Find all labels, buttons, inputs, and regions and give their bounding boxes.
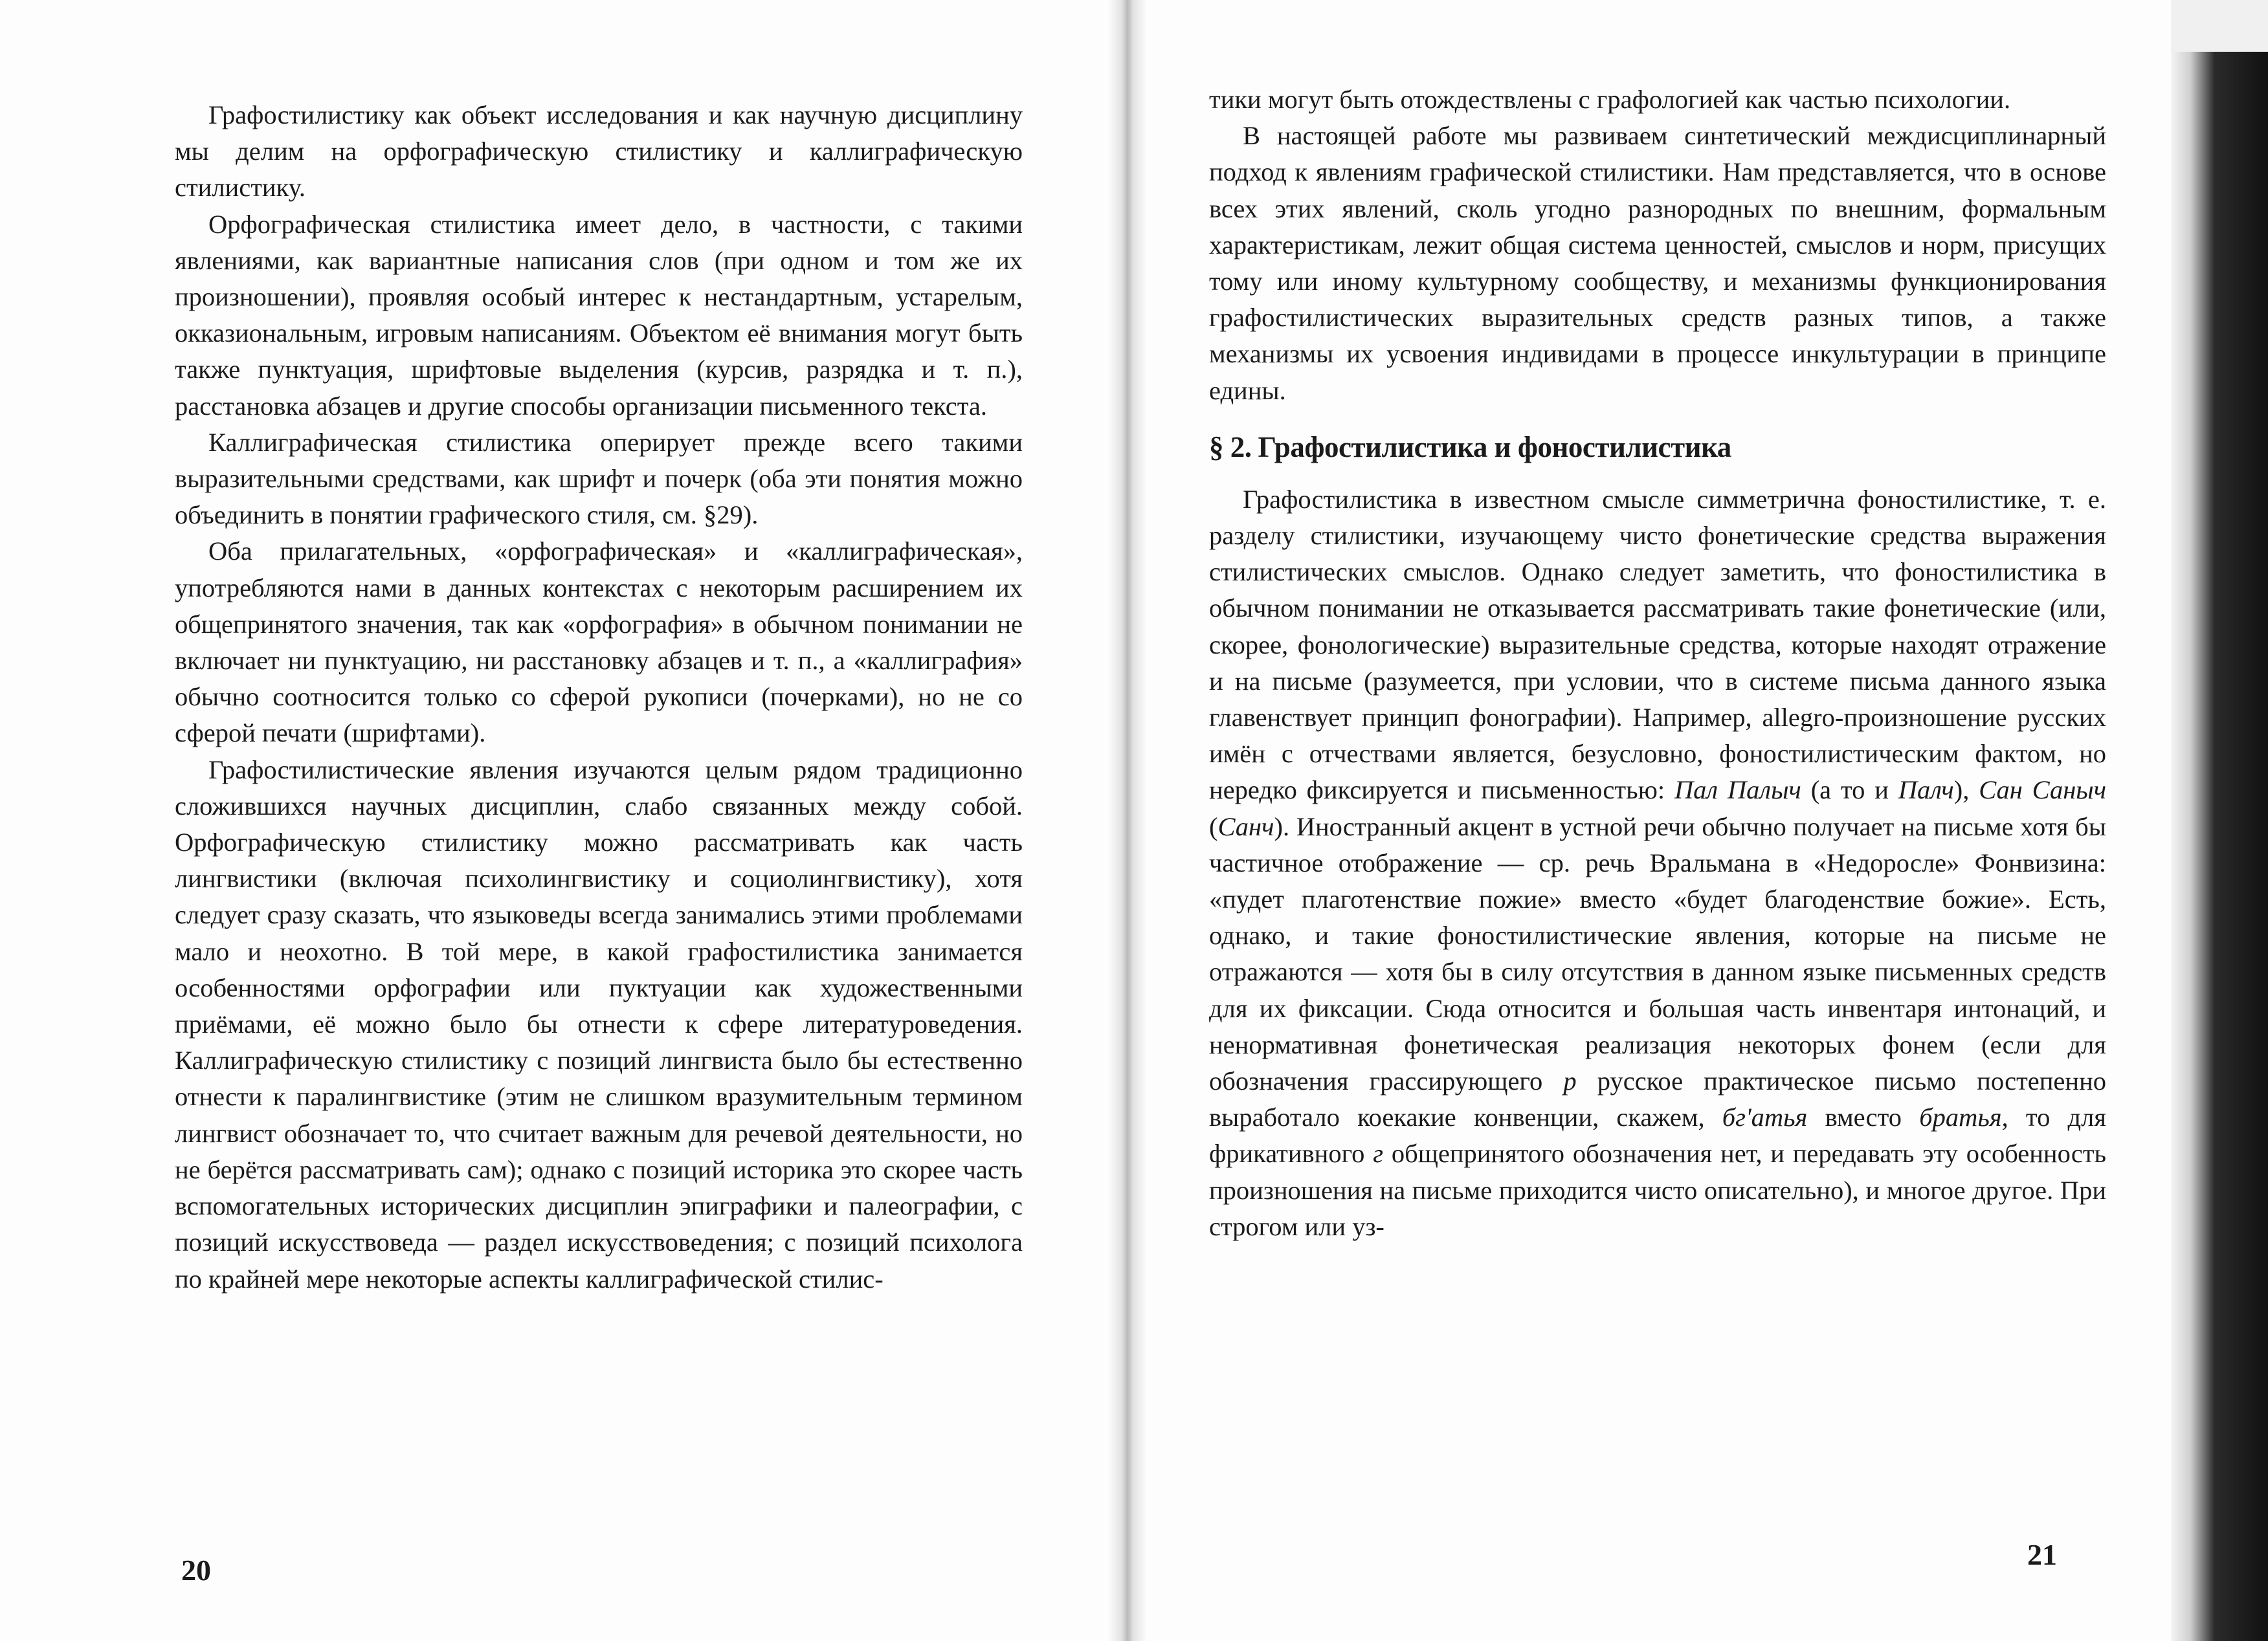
paragraph — [1209, 481, 2106, 1245]
example-word: Сан Саныч — [1979, 775, 2107, 805]
left-page-text — [175, 97, 1023, 1297]
paragraph: Орфографическая стилистика имеет дело, в частности, с такими явлениями, как вариантные написания слов (при одном и том же их произношении), проявляя особый интерес к нестандартным, устарелым, окказиональным, игровым написаниям. Объектом её внимания могут быть также пунктуация, шрифтовые выделения (курсив, разрядка и т. п.), расстановка абзацев и другие способы организации письменного текста. — [175, 209, 1023, 421]
text-run: русское практическое письмо постепенно выработало коекакие конвенции, скажем, — [1209, 1066, 2106, 1132]
example-word: р — [1563, 1066, 1577, 1096]
section-title: Графостилистика и фоностилистика — [1258, 430, 1731, 463]
example-word: Санч — [1217, 811, 1274, 841]
example-word: г — [1373, 1139, 1384, 1169]
text-run: ( — [1209, 811, 1218, 841]
paragraph: Каллиграфическая стилистика оперирует прежде всего такими выразительными средствами, как шрифт и почерк (оба эти понятия можно объединить в понятии графического стиля, см. §29). — [175, 427, 1023, 530]
example-word: Палч — [1898, 775, 1954, 805]
section-heading — [1209, 427, 2106, 467]
paragraph-continued: тики могут быть отождествлены с графологией как частью психологии. — [1209, 85, 2011, 114]
example-word: Пал Палыч — [1674, 775, 1801, 805]
example-word: бг'атья — [1722, 1103, 1808, 1132]
section-number: § 2. — [1209, 430, 1252, 463]
text-run: ), — [1953, 775, 1970, 805]
right-page-text — [1209, 82, 2106, 1245]
text-run: ). Иностранный акцент в устной речи обычно получает на письме хотя бы частичное отображение — ср. речь Вральмана в «Недоросле» Фонвизина: «пудет плаготенствие пожие» вместо «будет благоденствие божие». Есть, однако, и такие фоностилистические явления, которые на письме не отражаются — хотя бы в силу отсутствия в данном языке письменных средств для их фиксации. Сюда относится и большая часть инвентаря интонаций, и ненормативная фонетическая реализация некоторых фонем (если для обозначения грассирующего — [1209, 811, 2106, 1096]
text-run: (а то и — [1810, 775, 1889, 805]
book-gutter — [1108, 0, 1147, 1641]
paragraph: Оба прилагательных, «орфографическая» и «каллиграфическая», употребляются нами в данных контекстах с некоторым расширением их общепринятого значения, так как «орфография» в обычном понимании не включает ни пунктуацию, ни расстановку абзацев и т. п., а «каллиграфия» обычно соотносится только со сферой рукописи (почерками), но не со сферой печати (шрифтами). — [175, 536, 1023, 748]
page-number-left: 20 — [181, 1554, 211, 1587]
example-word: братья — [1919, 1103, 2002, 1132]
text-run: вместо — [1825, 1103, 1902, 1132]
paragraph: Графостилистику как объект исследования и как научную дисциплину мы делим на орфографическую стилистику и каллиграфическую стилистику. — [175, 100, 1023, 203]
right-page — [1147, 0, 2171, 1641]
left-page — [0, 0, 1108, 1641]
scan-page-edge — [2171, 0, 2268, 1641]
text-run: , то для фрикативного — [1209, 1103, 2106, 1169]
paragraph: В настоящей работе мы развиваем синтетический междисциплинарный подход к явлениям графической стилистики. Нам представляется, что в основе всех этих явлений, сколь угодно разнородных по внешним, формальным характеристикам, лежит общая система ценностей, смыслов и норм, присущих тому или иному культурному сообществу, и механизмы функционирования графостилистических выразительных средств разных типов, а также механизмы их усвоения индивидами в процессе инкультурации в принципе едины. — [1209, 121, 2106, 405]
page-number-right: 21 — [2027, 1538, 2057, 1571]
text-run: общепринятого обозначения нет, и передавать эту особенность произношения на письме приходится чисто описательно), и многое другое. При строгом или уз- — [1209, 1139, 2107, 1241]
paragraph: Графостилистические явления изучаются целым рядом традиционно сложившихся научных дисциплин, слабо связанных между собой. Орфографическую стилистику можно рассматривать как часть лингвистики (включая психолингвистику и социолингвистику), хотя следует сразу сказать, что языковеды всегда занимались этими проблемами мало и неохотно. В той мере, в какой графостилистика занимается особенностями орфографии или пуктуации как художественными приёмами, её можно было бы отнести к сфере литературоведения. Каллиграфическую стилистику с позиций лингвиста было бы естественно отнести к паралингвистике (этим не слишком вразумительным термином лингвист обозначает то, что считает важным для речевой деятельности, но не берётся рассматривать сам); однако с позиций историка это скорее часть вспомогательных исторических дисциплин эпиграфики и палеографии, с позиций искусствоведа — раздел искусствоведения; с позиций психолога по крайней мере некоторые аспекты каллиграфической стилис- — [175, 754, 1023, 1294]
text-run: Графостилистика в известном смысле симметрична фоностилистике, т. е. разделу стилистики, изучающему чисто фонетические средства выражения стилистических смыслов. Однако следует заметить, что фоностилистика в обычном понимании не отказывается рассматривать такие фонетические (или, скорее, фонологические) выразительные средства, которые находят отражение и на письме (разумеется, при условии, что в системе письма данного языка главенствует принцип фонографии). Например, allegro-произношение русских имён с отчествами является, безусловно, фоностилистическим фактом, но нередко фиксируется и письменностью: — [1209, 484, 2106, 805]
scan-page-edge-top — [2171, 0, 2268, 52]
